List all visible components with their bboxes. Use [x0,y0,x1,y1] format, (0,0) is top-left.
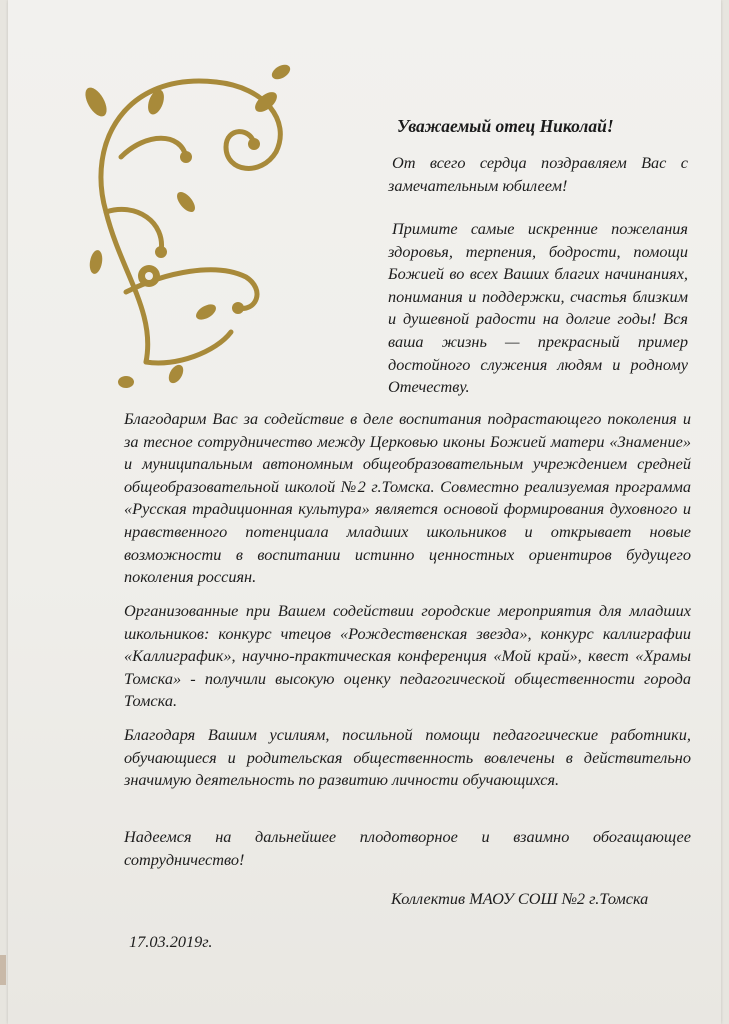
letter-sheet [8,0,721,1024]
letter-greeting: Уважаемый отец Николай! [397,116,614,136]
paragraph-congratulation: От всего сердца поздравляем Вас с замечательным юбилеем! [388,153,688,195]
letter-signature: Коллектив МАОУ СОШ №2 г.Томска [391,889,649,908]
gold-floral-scroll-icon [66,62,316,392]
paragraph-wishes: Примите самые искренние пожелания здоровья, терпения, бодрости, помощи Божией во всех Ваших благих начинаниях, понимания и поддержки, счастья близким и душевной радости на долгие годы! Вся ваша жизнь — прекрасный пример достойного служения людям и родному Отечеству. [388,219,688,397]
page-edge-mark [0,955,6,985]
paragraph-events: Организованные при Вашем содействии городские мероприятия для младших школьников: конкурс чтецов «Рождественская звезда», конкурс каллиграфии «Каллиграфик», научно-практическая конференция «Мой край», квест «Храмы Томска» - получили высокую оценку педагогической общественности города Томска. [124,601,691,711]
paragraph-gratitude: Благодарим Вас за содействие в деле воспитания подрастающего поколения и за тесное сотрудничество между Церковью иконы Божией матери «Знамение» и муниципальным автономным общеобразовательным учреждением средней общеобразовательной школой №2 г.Томска. Совместно реализуемая программа «Русская традиционная культура» является основой формирования духовного и нравственного потенциала младших школьников и открывает новые возможности в воспитании истинно ценностных ориентиров будущего поколения россиян. [124,409,691,587]
letter-date: 17.03.2019г. [129,932,213,951]
paragraph-closing: Надеемся на дальнейшее плодотворное и взаимно обогащающее сотрудничество! [124,827,691,869]
paragraph-efforts: Благодаря Вашим усилиям, посильной помощи педагогические работники, обучающиеся и родительская общественность вовлечены в действительно значимую деятельность по развитию личности обучающихся. [124,725,691,790]
